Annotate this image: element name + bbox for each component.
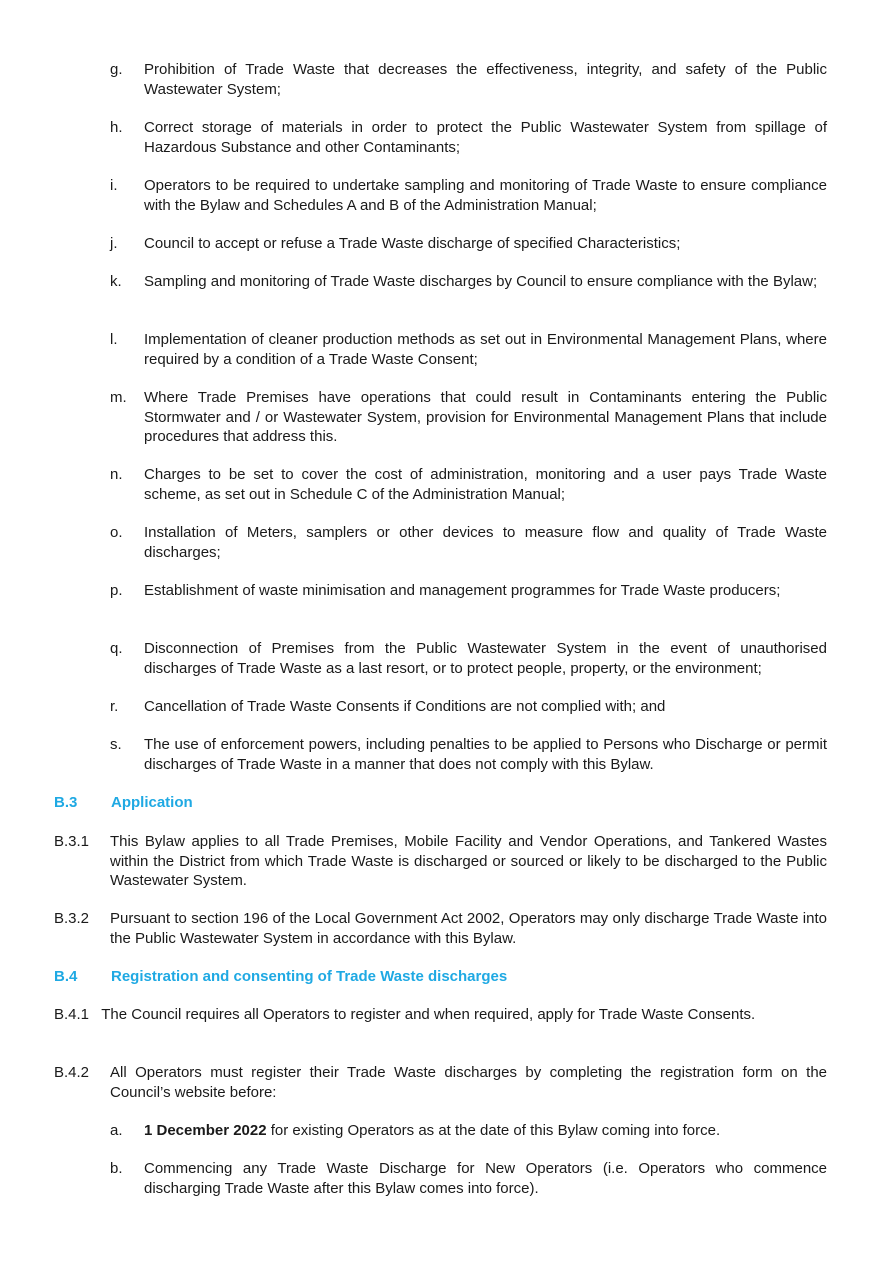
- sub-item-a: [110, 1121, 827, 1141]
- clause-text: The Council requires all Operators to register and when required, apply for Trade Waste Consents.: [101, 1006, 756, 1023]
- section-title: Registration and consenting of Trade Waste discharges: [111, 968, 508, 985]
- list-item-label: r.: [110, 698, 119, 715]
- clause-b3-1: [54, 832, 827, 891]
- list-item-m: [110, 388, 827, 447]
- list-item-label: o.: [110, 524, 123, 541]
- list-item-text: Correct storage of materials in order to protect the Public Wastewater System from spillage of Hazardous Substance and other Contaminants;: [144, 119, 827, 156]
- list-item-j: [110, 234, 827, 254]
- list-item-text: Disconnection of Premises from the Public Wastewater System in the event of unauthorised discharges of Trade Waste as a last resort, or to protect people, property, or the environment;: [144, 640, 827, 677]
- sub-item-text-wrap: [144, 1121, 827, 1141]
- list-item-k: [110, 272, 827, 292]
- clause-text: Pursuant to section 196 of the Local Government Act 2002, Operators may only discharge Trade Waste into the Public Wastewater System in accordance with this Bylaw.: [110, 910, 827, 947]
- list-item-text: Cancellation of Trade Waste Consents if Conditions are not complied with; and: [144, 698, 666, 715]
- section-number: B.3: [54, 794, 78, 811]
- clause-text: This Bylaw applies to all Trade Premises, Mobile Facility and Vendor Operations, and Tankered Wastes within the District from which Trade Waste is discharged or sourced or likely to be discharged to the Public Wastewater System.: [110, 833, 827, 889]
- sub-item-text: Commencing any Trade Waste Discharge for New Operators (i.e. Operators who commence discharging Trade Waste after this Bylaw comes into force).: [144, 1160, 827, 1197]
- list-item-g: [110, 60, 827, 99]
- list-item-n: [110, 465, 827, 504]
- clause-text: All Operators must register their Trade Waste discharges by completing the registration form on the Council’s website before:: [110, 1064, 827, 1101]
- clause-b4-1: [54, 1005, 827, 1025]
- list-item-label: l.: [110, 331, 118, 348]
- sub-item-label: a.: [110, 1122, 123, 1139]
- sub-item-bold-date: 1 December 2022: [144, 1122, 267, 1139]
- list-item-i: [110, 176, 827, 215]
- list-item-label: h.: [110, 119, 123, 136]
- clause-b3-2: [54, 909, 827, 948]
- section-title: Application: [111, 794, 193, 811]
- list-item-text: Sampling and monitoring of Trade Waste discharges by Council to ensure compliance with the Bylaw;: [144, 273, 818, 290]
- list-item-p: [110, 581, 827, 601]
- list-item-text: Installation of Meters, samplers or other devices to measure flow and quality of Trade Waste discharges;: [144, 524, 827, 561]
- list-item-label: g.: [110, 61, 123, 78]
- list-item-text: Implementation of cleaner production methods as set out in Environmental Management Plans, where required by a condition of a Trade Waste Consent;: [144, 331, 827, 368]
- list-item-text: Establishment of waste minimisation and management programmes for Trade Waste producers;: [144, 582, 781, 599]
- section-number: B.4: [54, 968, 78, 985]
- list-item-label: p.: [110, 582, 123, 599]
- list-item-label: q.: [110, 640, 123, 657]
- list-item-text: Operators to be required to undertake sampling and monitoring of Trade Waste to ensure compliance with the Bylaw and Schedules A and B of the Administration Manual;: [144, 177, 827, 214]
- list-item-text: The use of enforcement powers, including penalties to be applied to Persons who Discharge or permit discharges of Trade Waste in a manner that does not comply with this Bylaw.: [144, 736, 827, 773]
- list-item-o: [110, 523, 827, 562]
- list-item-r: [110, 697, 827, 717]
- list-item-label: i.: [110, 177, 118, 194]
- list-item-label: n.: [110, 466, 123, 483]
- clause-number: B.4.1: [54, 1006, 90, 1023]
- clause-number: B.4.2: [54, 1064, 90, 1081]
- list-item-text: Charges to be set to cover the cost of administration, monitoring and a user pays Trade Waste scheme, as set out in Schedule C of the Administration Manual;: [144, 466, 827, 503]
- sub-item-b: [110, 1159, 827, 1198]
- clause-number: B.3.1: [54, 833, 90, 850]
- list-item-text: Where Trade Premises have operations that could result in Contaminants entering the Public Stormwater and / or Wastewater System, provision for Environmental Management Plans that include procedures that address this.: [144, 389, 827, 445]
- clause-b4-2: [54, 1063, 827, 1102]
- list-item-label: j.: [110, 235, 118, 252]
- list-item-h: [110, 118, 827, 157]
- sub-item-label: b.: [110, 1160, 123, 1177]
- list-item-text: Prohibition of Trade Waste that decreases the effectiveness, integrity, and safety of the Public Wastewater System;: [144, 61, 827, 98]
- list-item-label: k.: [110, 273, 122, 290]
- list-item-s: [110, 735, 827, 774]
- list-item-label: s.: [110, 736, 122, 753]
- list-item-q: [110, 639, 827, 678]
- list-item-text: Council to accept or refuse a Trade Waste discharge of specified Characteristics;: [144, 235, 681, 252]
- list-item-label: m.: [110, 389, 127, 406]
- list-item-l: [110, 330, 827, 369]
- sub-item-text: for existing Operators as at the date of this Bylaw coming into force.: [266, 1122, 721, 1139]
- clause-number: B.3.2: [54, 910, 90, 927]
